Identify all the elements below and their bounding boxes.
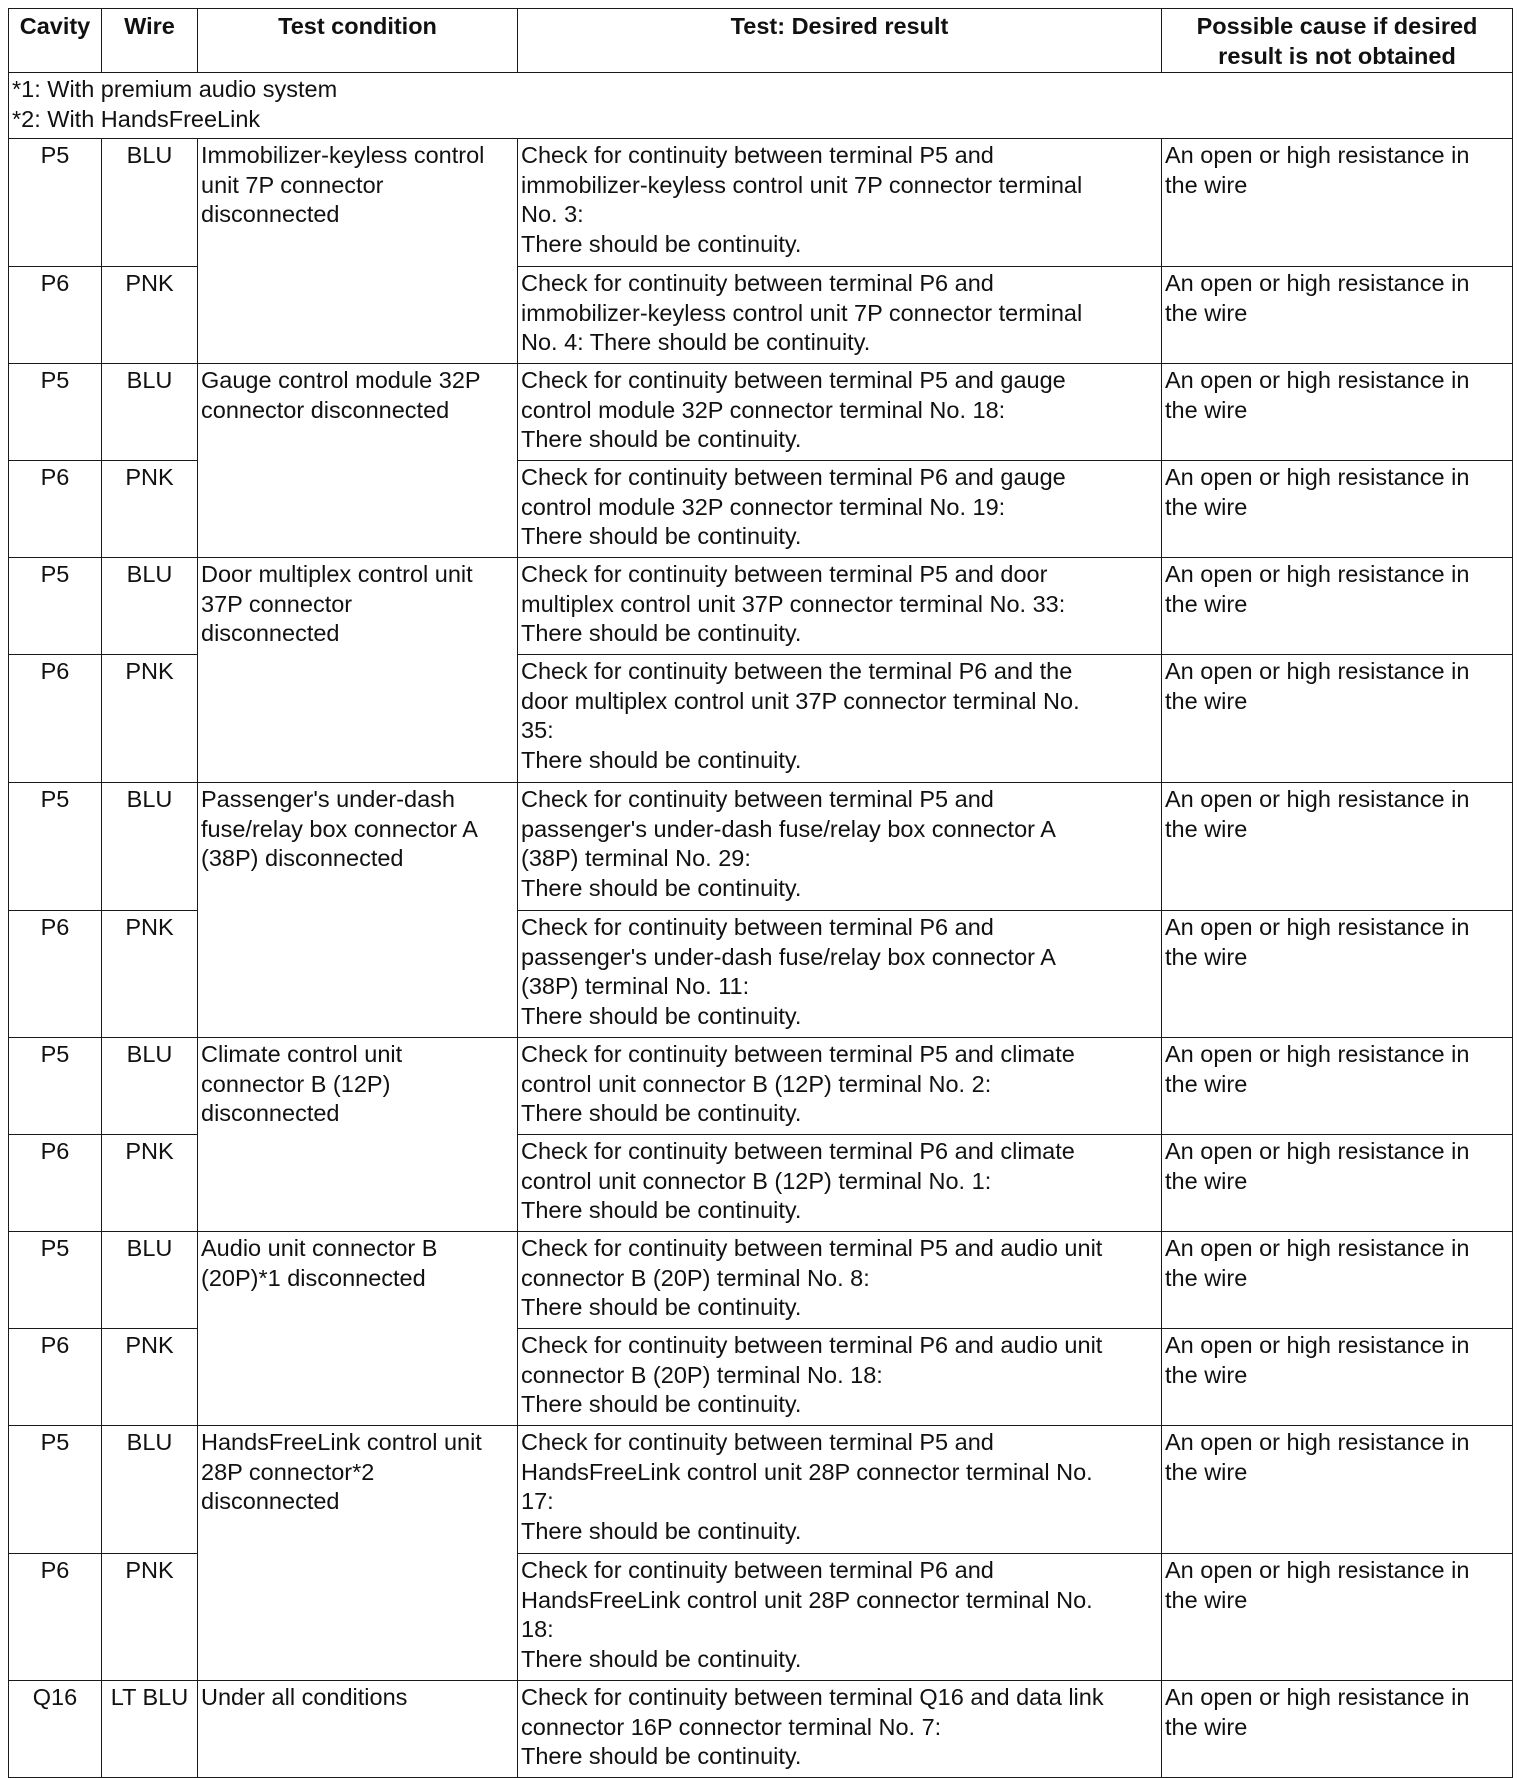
wire-cell: BLU — [102, 1232, 198, 1329]
result-cell: Check for continuity between terminal P6 and passenger's under-dash fuse/relay box connector A (38P) terminal No. 11: There should be continuity. — [518, 911, 1162, 1038]
result-cell: Check for continuity between terminal P6 and gauge control module 32P connector terminal No. 19: There should be continuity. — [518, 461, 1162, 558]
result-cell: Check for continuity between terminal P5 and passenger's under-dash fuse/relay box connector A (38P) terminal No. 29: There should be continuity. — [518, 783, 1162, 911]
header-possible-cause: Possible cause if desired result is not obtained — [1162, 9, 1513, 73]
cause-cell: An open or high resistance in the wire — [1162, 1232, 1513, 1329]
header-test-condition: Test condition — [198, 9, 518, 73]
condition-cell: Door multiplex control unit 37P connector disconnected — [198, 558, 518, 783]
result-cell: Check for continuity between terminal P6 and climate control unit connector B (12P) terminal No. 1: There should be continuity. — [518, 1135, 1162, 1232]
cavity-cell: P6 — [9, 1135, 102, 1232]
cavity-cell: P6 — [9, 461, 102, 558]
cause-cell: An open or high resistance in the wire — [1162, 364, 1513, 461]
cause-cell: An open or high resistance in the wire — [1162, 139, 1513, 267]
cause-cell: An open or high resistance in the wire — [1162, 1554, 1513, 1681]
cavity-cell: P5 — [9, 1232, 102, 1329]
cause-cell: An open or high resistance in the wire — [1162, 558, 1513, 655]
cavity-cell: P6 — [9, 655, 102, 783]
wire-cell: BLU — [102, 1426, 198, 1554]
cause-cell: An open or high resistance in the wire — [1162, 461, 1513, 558]
cavity-cell: P5 — [9, 364, 102, 461]
result-cell: Check for continuity between terminal P6 and immobilizer-keyless control unit 7P connector terminal No. 4: There should be continuity. — [518, 267, 1162, 364]
footnote-row — [9, 73, 1513, 139]
result-cell: Check for continuity between terminal P5 and audio unit connector B (20P) terminal No. 8: There should be continuity. — [518, 1232, 1162, 1329]
wire-cell: PNK — [102, 911, 198, 1038]
cavity-cell: P5 — [9, 1426, 102, 1554]
wire-cell: BLU — [102, 1038, 198, 1135]
condition-cell: Immobilizer-keyless control unit 7P connector disconnected — [198, 139, 518, 364]
wire-cell: PNK — [102, 461, 198, 558]
condition-cell: Audio unit connector B (20P)*1 disconnected — [198, 1232, 518, 1426]
result-cell: Check for continuity between terminal P5 and HandsFreeLink control unit 28P connector terminal No. 17: There should be continuity. — [518, 1426, 1162, 1554]
table-row — [9, 139, 1513, 267]
wire-cell: PNK — [102, 267, 198, 364]
table-row — [9, 1038, 1513, 1135]
wire-cell: LT BLU — [102, 1681, 198, 1778]
cause-cell: An open or high resistance in the wire — [1162, 1135, 1513, 1232]
cause-cell: An open or high resistance in the wire — [1162, 1038, 1513, 1135]
result-cell: Check for continuity between terminal Q16 and data link connector 16P connector terminal No. 7: There should be continuity. — [518, 1681, 1162, 1778]
header-cavity: Cavity — [9, 9, 102, 73]
wire-cell: PNK — [102, 1135, 198, 1232]
cause-cell: An open or high resistance in the wire — [1162, 1681, 1513, 1778]
cavity-cell: P5 — [9, 783, 102, 911]
result-cell: Check for continuity between terminal P5 and climate control unit connector B (12P) terminal No. 2: There should be continuity. — [518, 1038, 1162, 1135]
page — [8, 8, 1513, 1778]
wire-cell: PNK — [102, 655, 198, 783]
result-cell: Check for continuity between terminal P6 and HandsFreeLink control unit 28P connector terminal No. 18: There should be continuity. — [518, 1554, 1162, 1681]
table-row — [9, 1681, 1513, 1778]
cavity-cell: P6 — [9, 911, 102, 1038]
cavity-cell: P5 — [9, 558, 102, 655]
condition-cell: Gauge control module 32P connector disconnected — [198, 364, 518, 558]
cause-cell: An open or high resistance in the wire — [1162, 655, 1513, 783]
table-row — [9, 1232, 1513, 1329]
result-cell: Check for continuity between the terminal P6 and the door multiplex control unit 37P connector terminal No. 35: There should be continuity. — [518, 655, 1162, 783]
cause-cell: An open or high resistance in the wire — [1162, 911, 1513, 1038]
table-row — [9, 558, 1513, 655]
condition-cell: Under all conditions — [198, 1681, 518, 1778]
wire-cell: PNK — [102, 1329, 198, 1426]
condition-cell: HandsFreeLink control unit 28P connector*2 disconnected — [198, 1426, 518, 1681]
result-cell: Check for continuity between terminal P5 and immobilizer-keyless control unit 7P connector terminal No. 3: There should be continuity. — [518, 139, 1162, 267]
wire-cell: BLU — [102, 139, 198, 267]
cause-cell: An open or high resistance in the wire — [1162, 267, 1513, 364]
cavity-cell: P6 — [9, 267, 102, 364]
wire-cell: BLU — [102, 364, 198, 461]
result-cell: Check for continuity between terminal P6 and audio unit connector B (20P) terminal No. 18: There should be continuity. — [518, 1329, 1162, 1426]
footnotes: *1: With premium audio system *2: With HandsFreeLink — [9, 73, 1513, 139]
wire-cell: BLU — [102, 558, 198, 655]
cavity-cell: P5 — [9, 1038, 102, 1135]
continuity-test-table — [8, 8, 1513, 1778]
header-wire: Wire — [102, 9, 198, 73]
cavity-cell: Q16 — [9, 1681, 102, 1778]
wire-cell: PNK — [102, 1554, 198, 1681]
cavity-cell: P6 — [9, 1554, 102, 1681]
table-row — [9, 1426, 1513, 1554]
result-cell: Check for continuity between terminal P5 and door multiplex control unit 37P connector terminal No. 33: There should be continuity. — [518, 558, 1162, 655]
table-row — [9, 364, 1513, 461]
cause-cell: An open or high resistance in the wire — [1162, 1426, 1513, 1554]
wire-cell: BLU — [102, 783, 198, 911]
cavity-cell: P6 — [9, 1329, 102, 1426]
condition-cell: Passenger's under-dash fuse/relay box connector A (38P) disconnected — [198, 783, 518, 1038]
condition-cell: Climate control unit connector B (12P) disconnected — [198, 1038, 518, 1232]
result-cell: Check for continuity between terminal P5 and gauge control module 32P connector terminal No. 18: There should be continuity. — [518, 364, 1162, 461]
cause-cell: An open or high resistance in the wire — [1162, 783, 1513, 911]
header-desired-result: Test: Desired result — [518, 9, 1162, 73]
header-row — [9, 9, 1513, 73]
cause-cell: An open or high resistance in the wire — [1162, 1329, 1513, 1426]
table-row — [9, 783, 1513, 911]
cavity-cell: P5 — [9, 139, 102, 267]
